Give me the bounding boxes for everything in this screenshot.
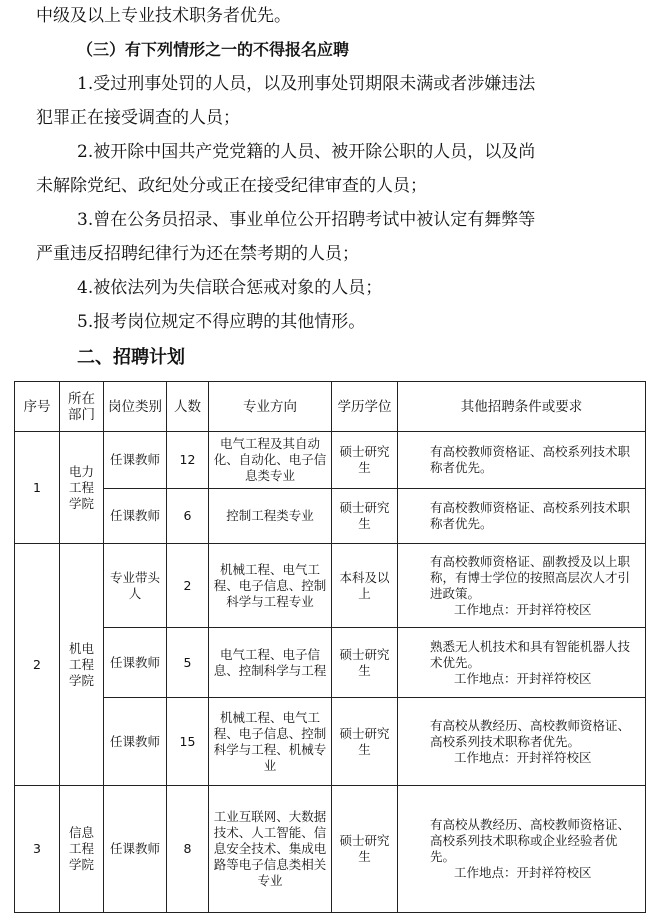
cell-count: 5 <box>167 628 209 698</box>
table-row <box>15 786 646 913</box>
work-location: 工作地点：开封祥符校区 <box>454 749 592 765</box>
rule-1-line-2: 犯罪正在接受调查的人员； <box>36 108 240 128</box>
cell-no: 3 <box>15 786 60 913</box>
cell-dept: 信息工程学院 <box>60 786 104 913</box>
cell-post: 任课教师 <box>104 698 167 786</box>
table-header-row <box>15 382 646 432</box>
cell-dept: 机电工程学院 <box>60 544 104 786</box>
section-heading-recruitment-plan: 二、招聘计划 <box>77 347 185 368</box>
cell-requirements <box>398 544 646 628</box>
recruitment-plan-table <box>14 381 646 913</box>
req-line: 有高校从教经历、高校教师资格证、高校系列技术职称者优先。 <box>430 717 631 749</box>
req-line: 有高校教师资格证、高校系列技术职称者优先。 <box>430 500 631 531</box>
cell-major: 机械工程、电气工程、电子信息、控制科学与工程、机械专业 <box>209 698 332 786</box>
table-row <box>15 628 646 698</box>
cell-edu: 本科及以上 <box>332 544 398 628</box>
cell-count: 2 <box>167 544 209 628</box>
cell-major: 机械工程、电气工程、电子信息、控制科学与工程专业 <box>209 544 332 628</box>
cell-edu: 硕士研究生 <box>332 786 398 913</box>
cell-edu: 硕士研究生 <box>332 432 398 489</box>
rule-2-line-1: 2.被开除中国共产党党籍的人员、被开除公职的人员，以及尚 <box>77 142 536 162</box>
cell-post: 任课教师 <box>104 628 167 698</box>
cell-no: 1 <box>15 432 60 544</box>
cell-requirements <box>398 628 646 698</box>
req-line: 有高校从教经历、高校教师资格证、高校系列技术职称或企业经验者优先。 <box>430 817 631 864</box>
cell-edu: 硕士研究生 <box>332 698 398 786</box>
cell-no: 2 <box>15 544 60 786</box>
cell-requirements <box>398 489 646 544</box>
cell-post: 任课教师 <box>104 432 167 489</box>
cell-post: 任课教师 <box>104 786 167 913</box>
cell-major: 电气工程及其自动化、自动化、电子信息类专业 <box>209 432 332 489</box>
cell-requirements <box>398 698 646 786</box>
rule-5: 5.报考岗位规定不得应聘的其他情形。 <box>77 312 366 332</box>
table-row <box>15 432 646 489</box>
cell-major: 工业互联网、大数据技术、人工智能、信息安全技术、集成电路等电子信息类相关专业 <box>209 786 332 913</box>
cell-edu: 硕士研究生 <box>332 489 398 544</box>
cell-count: 12 <box>167 432 209 489</box>
header-requirements: 其他招聘条件或要求 <box>398 382 646 432</box>
cell-post: 任课教师 <box>104 489 167 544</box>
rule-4: 4.被依法列为失信联合惩戒对象的人员； <box>77 278 383 298</box>
rule-2-line-2: 未解除党纪、政纪处分或正在接受纪律审查的人员； <box>36 176 427 196</box>
cell-edu: 硕士研究生 <box>332 628 398 698</box>
rule-1-line-1: 1.受过刑事处罚的人员，以及刑事处罚期限未满或者涉嫌违法 <box>77 74 536 94</box>
work-location: 工作地点：开封祥符校区 <box>454 670 592 686</box>
table-row <box>15 544 646 628</box>
rule-3-line-2: 严重违反招聘纪律行为还在禁考期的人员； <box>36 244 359 264</box>
table-row <box>15 489 646 544</box>
rule-3-line-1: 3.曾在公务员招录、事业单位公开招聘考试中被认定有舞弊等 <box>77 210 536 230</box>
work-location: 工作地点：开封祥符校区 <box>454 865 592 880</box>
header-dept: 所在部门 <box>60 382 104 432</box>
req-line: 有高校教师资格证、副教授及以上职称，有博士学位的按照高层次人才引进政策。 <box>430 553 631 601</box>
para-continuation: 中级及以上专业技术职务者优先。 <box>36 6 291 26</box>
section-heading-disqualifications: （三）有下列情形之一的不得报名应聘 <box>77 40 350 59</box>
cell-major: 电气工程、电子信息、控制科学与工程 <box>209 628 332 698</box>
header-edu: 学历学位 <box>332 382 398 432</box>
table-row <box>15 698 646 786</box>
cell-post: 专业带头人 <box>104 544 167 628</box>
cell-requirements <box>398 786 646 913</box>
cell-dept: 电力工程学院 <box>60 432 104 544</box>
header-post: 岗位类别 <box>104 382 167 432</box>
header-no: 序号 <box>15 382 60 432</box>
cell-requirements <box>398 432 646 489</box>
header-major: 专业方向 <box>209 382 332 432</box>
cell-count: 15 <box>167 698 209 786</box>
req-line: 熟悉无人机技术和具有智能机器人技术优先。 <box>430 638 631 670</box>
cell-count: 8 <box>167 786 209 913</box>
cell-major: 控制工程类专业 <box>209 489 332 544</box>
work-location: 工作地点：开封祥符校区 <box>454 601 592 617</box>
header-count: 人数 <box>167 382 209 432</box>
cell-count: 6 <box>167 489 209 544</box>
req-line: 有高校教师资格证、高校系列技术职称者优先。 <box>430 444 631 475</box>
